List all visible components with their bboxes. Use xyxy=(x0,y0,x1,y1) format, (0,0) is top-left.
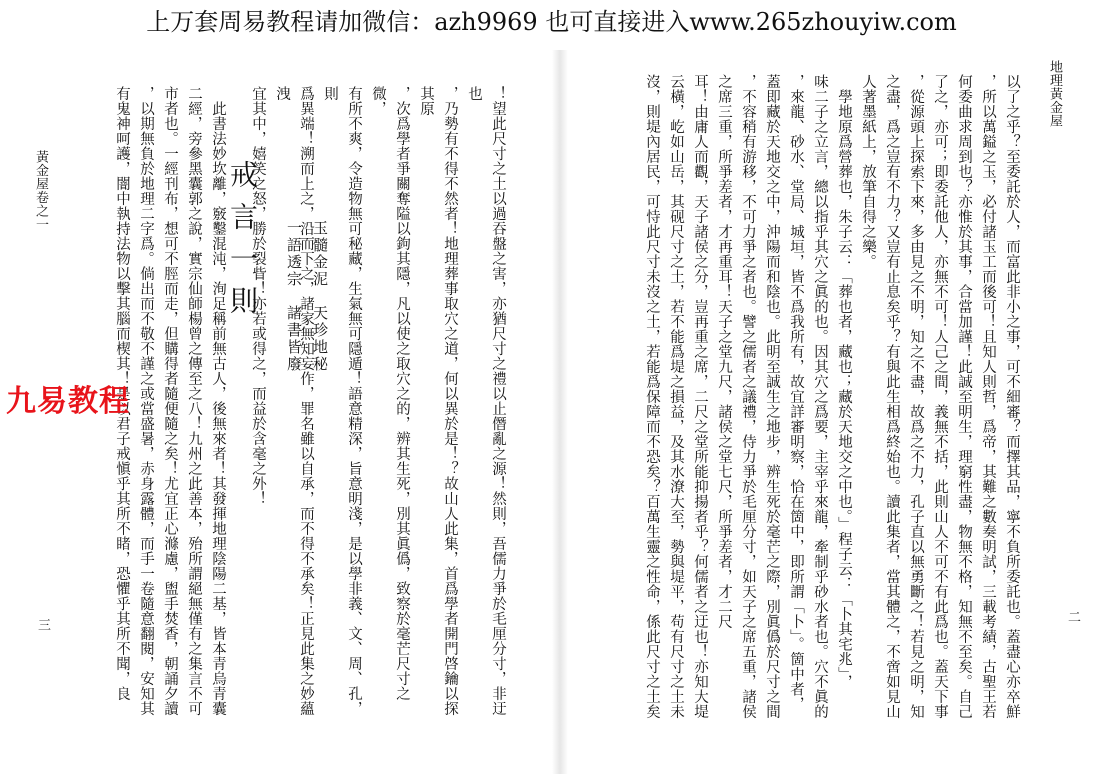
column-line: 之盡，爲之豈有不力？又豈有止息矣乎？有與此生相爲終始也。讀此集者，當其體之，不啻如見山 xyxy=(884,74,900,719)
column-line: 以了之乎？至委託於人，而富此非小之事，可不細審？而擇其品，寧不負所委託也。蓋盡心亦卒鮮 xyxy=(1004,74,1020,719)
column-line: 蓋即藏於天地交之中，沖陽而和陰也。此明至誠生之地步，辨生死於毫芒之際，別眞僞於尺寸之間 xyxy=(764,74,780,719)
column-line: 云橫，屹如山岳，其砚尺寸之土，若不能爲堤之損益，及其水潦大至，勢與堤平，苟有尺寸之土未 xyxy=(668,74,684,719)
column-line: ，次爲學者爭關奪隘以鉤其隱，凡以使之取穴之的，辨其生死，別其眞僞，致察於毫芒尺寸之微， xyxy=(370,86,410,701)
column-line: 了之，亦可；即委託他人，亦無不可！人己之間，義無不括，此則山人不可不有此爲也。蓋天下事 xyxy=(932,74,948,719)
column-line: 學地原爲營葬也，朱子云：「葬也者，藏也；藏於天地交之中也。」程子云：「卜其宅兆」， xyxy=(836,74,852,690)
column-line: ，不容稍有游移，不可力爭之者也。譬之儒者之議禮，侍力爭於毛厘分寸，如天子之席五重，諸侯 xyxy=(740,74,756,719)
section-title: 戒言一則 xyxy=(226,160,259,328)
column-line: 市者也。一經刊布，想可不脛而走，但購得者隨便隨之矣！尤宜正心滌慮，盥手焚香，朝誦夕讀 xyxy=(162,86,178,716)
column-line: 二經，旁參黑囊郭之說，實宗仙師楊曾之傳至之八！九州之此善本，殆所謂絕無僅有之集言不可 xyxy=(186,86,202,716)
right-page-body xyxy=(572,74,1024,740)
column-line: ，以期無負於地理二字爲。倘出而不敬不謹之或當盛暑，赤身露體，而手一卷隨意翻閱，安知其 xyxy=(138,86,154,716)
column-line: 有所不爽，令造物無可秘藏，生氣無可隱遁！語意精深，旨意明淺，是以學非義、文、周、孔，則 xyxy=(322,86,362,716)
column-line: 沒，則堤內居民，可恃此尺寸未沒之土，若能爲保障而不恐矣？百萬生靈之性命，係此尺寸之土矣 xyxy=(644,74,660,719)
right-page-running-header: 地理黃金屋 xyxy=(1047,60,1062,128)
column-line: 味二子之立言，總以指乎其穴之眞的也。因其穴之爲要，主宰乎來龍，牽制乎砂水者也。穴不眞的 xyxy=(812,74,828,719)
column-line: ，所以萬鎰之玉，必付諸玉工而後可！且知人則哲，爲帝，其難之數奏明試，三載考績，古聖王若 xyxy=(980,74,996,719)
left-page-folio: 三 xyxy=(35,618,50,632)
column-line: 何委曲求周到也？亦惟於其事，合當加謹！此誠至明生，理窮性盡，物無不格，知無不至矣。自己 xyxy=(956,74,972,719)
column-line: 宜其中，嬉笑之怒，勝於裂眥！亦若或得之，而益於含毫之外！ xyxy=(250,86,266,506)
column-line: 耳！由庸人而觀，天子諸侯之分，豈再重之席，二尺之堂所能抑揚者乎？何儒者之迂也！亦知大堤 xyxy=(692,74,708,719)
column-line: 有鬼神呵護，闇中執持法物以擊其腦而楔其！是以君子戒愼乎其所不睹，恐懼乎其所不聞，良 xyxy=(114,86,130,701)
column-line: 爲異端！溯而上之，沿而下之，諸家無知妄作，罪名雖以自承，而不得不承矣！正見此集之妙蘊洩 xyxy=(274,86,314,716)
subtitle-line-1: 玉髓金泥 天珍地秘 xyxy=(311,220,329,373)
column-line: ！望此尺寸之土以過吞盤之害，亦猶尺寸之禮以止僭亂之源！然則，吾儒力爭於毛厘分寸，非迂也 xyxy=(466,86,506,716)
watermark-logo: 九易教程 xyxy=(6,384,130,419)
column-line: ，來龍、砂水、堂局、城垣，皆不爲我所有，故宜詳審明察，恰在箇中，即所謂「卜」。箇中者， xyxy=(788,74,804,712)
column-line: 人著墨紙上，放筆自得之樂。 xyxy=(860,74,876,269)
right-page-folio: 二 xyxy=(1065,610,1080,624)
column-line: 此書法妙坎離，竅鑿混沌，洵足稱前無古人，後無來者！其發揮地理陰陽二基，皆本青烏青囊 xyxy=(210,86,226,716)
column-line: ，乃勢有不得不然者！地理葬事取穴之道，何以異於是！？故山人此集，首爲學者開門啓鑰以探其原 xyxy=(418,86,458,716)
banner-text: 上万套周易教程请加微信：azh9969 也可直接进入www.265zhouyiw.com xyxy=(146,8,957,36)
book-gutter xyxy=(552,50,568,774)
subtitle-line-2: 一語透宗 諸書皆廢 xyxy=(285,220,303,373)
right-page xyxy=(572,50,1092,776)
column-line: ，從源頭上探索下來，多由見之不明，知之不盡，故爲之不力，孔子直以無勇斷之！若見之明，知 xyxy=(908,74,924,719)
column-line: 之席三重，所爭差者，才再重耳！天子之堂九尺，諸侯之堂七尺，所爭差者，才二尺 xyxy=(716,74,732,629)
left-page-running-header: 黃金屋卷之一 xyxy=(33,150,48,231)
